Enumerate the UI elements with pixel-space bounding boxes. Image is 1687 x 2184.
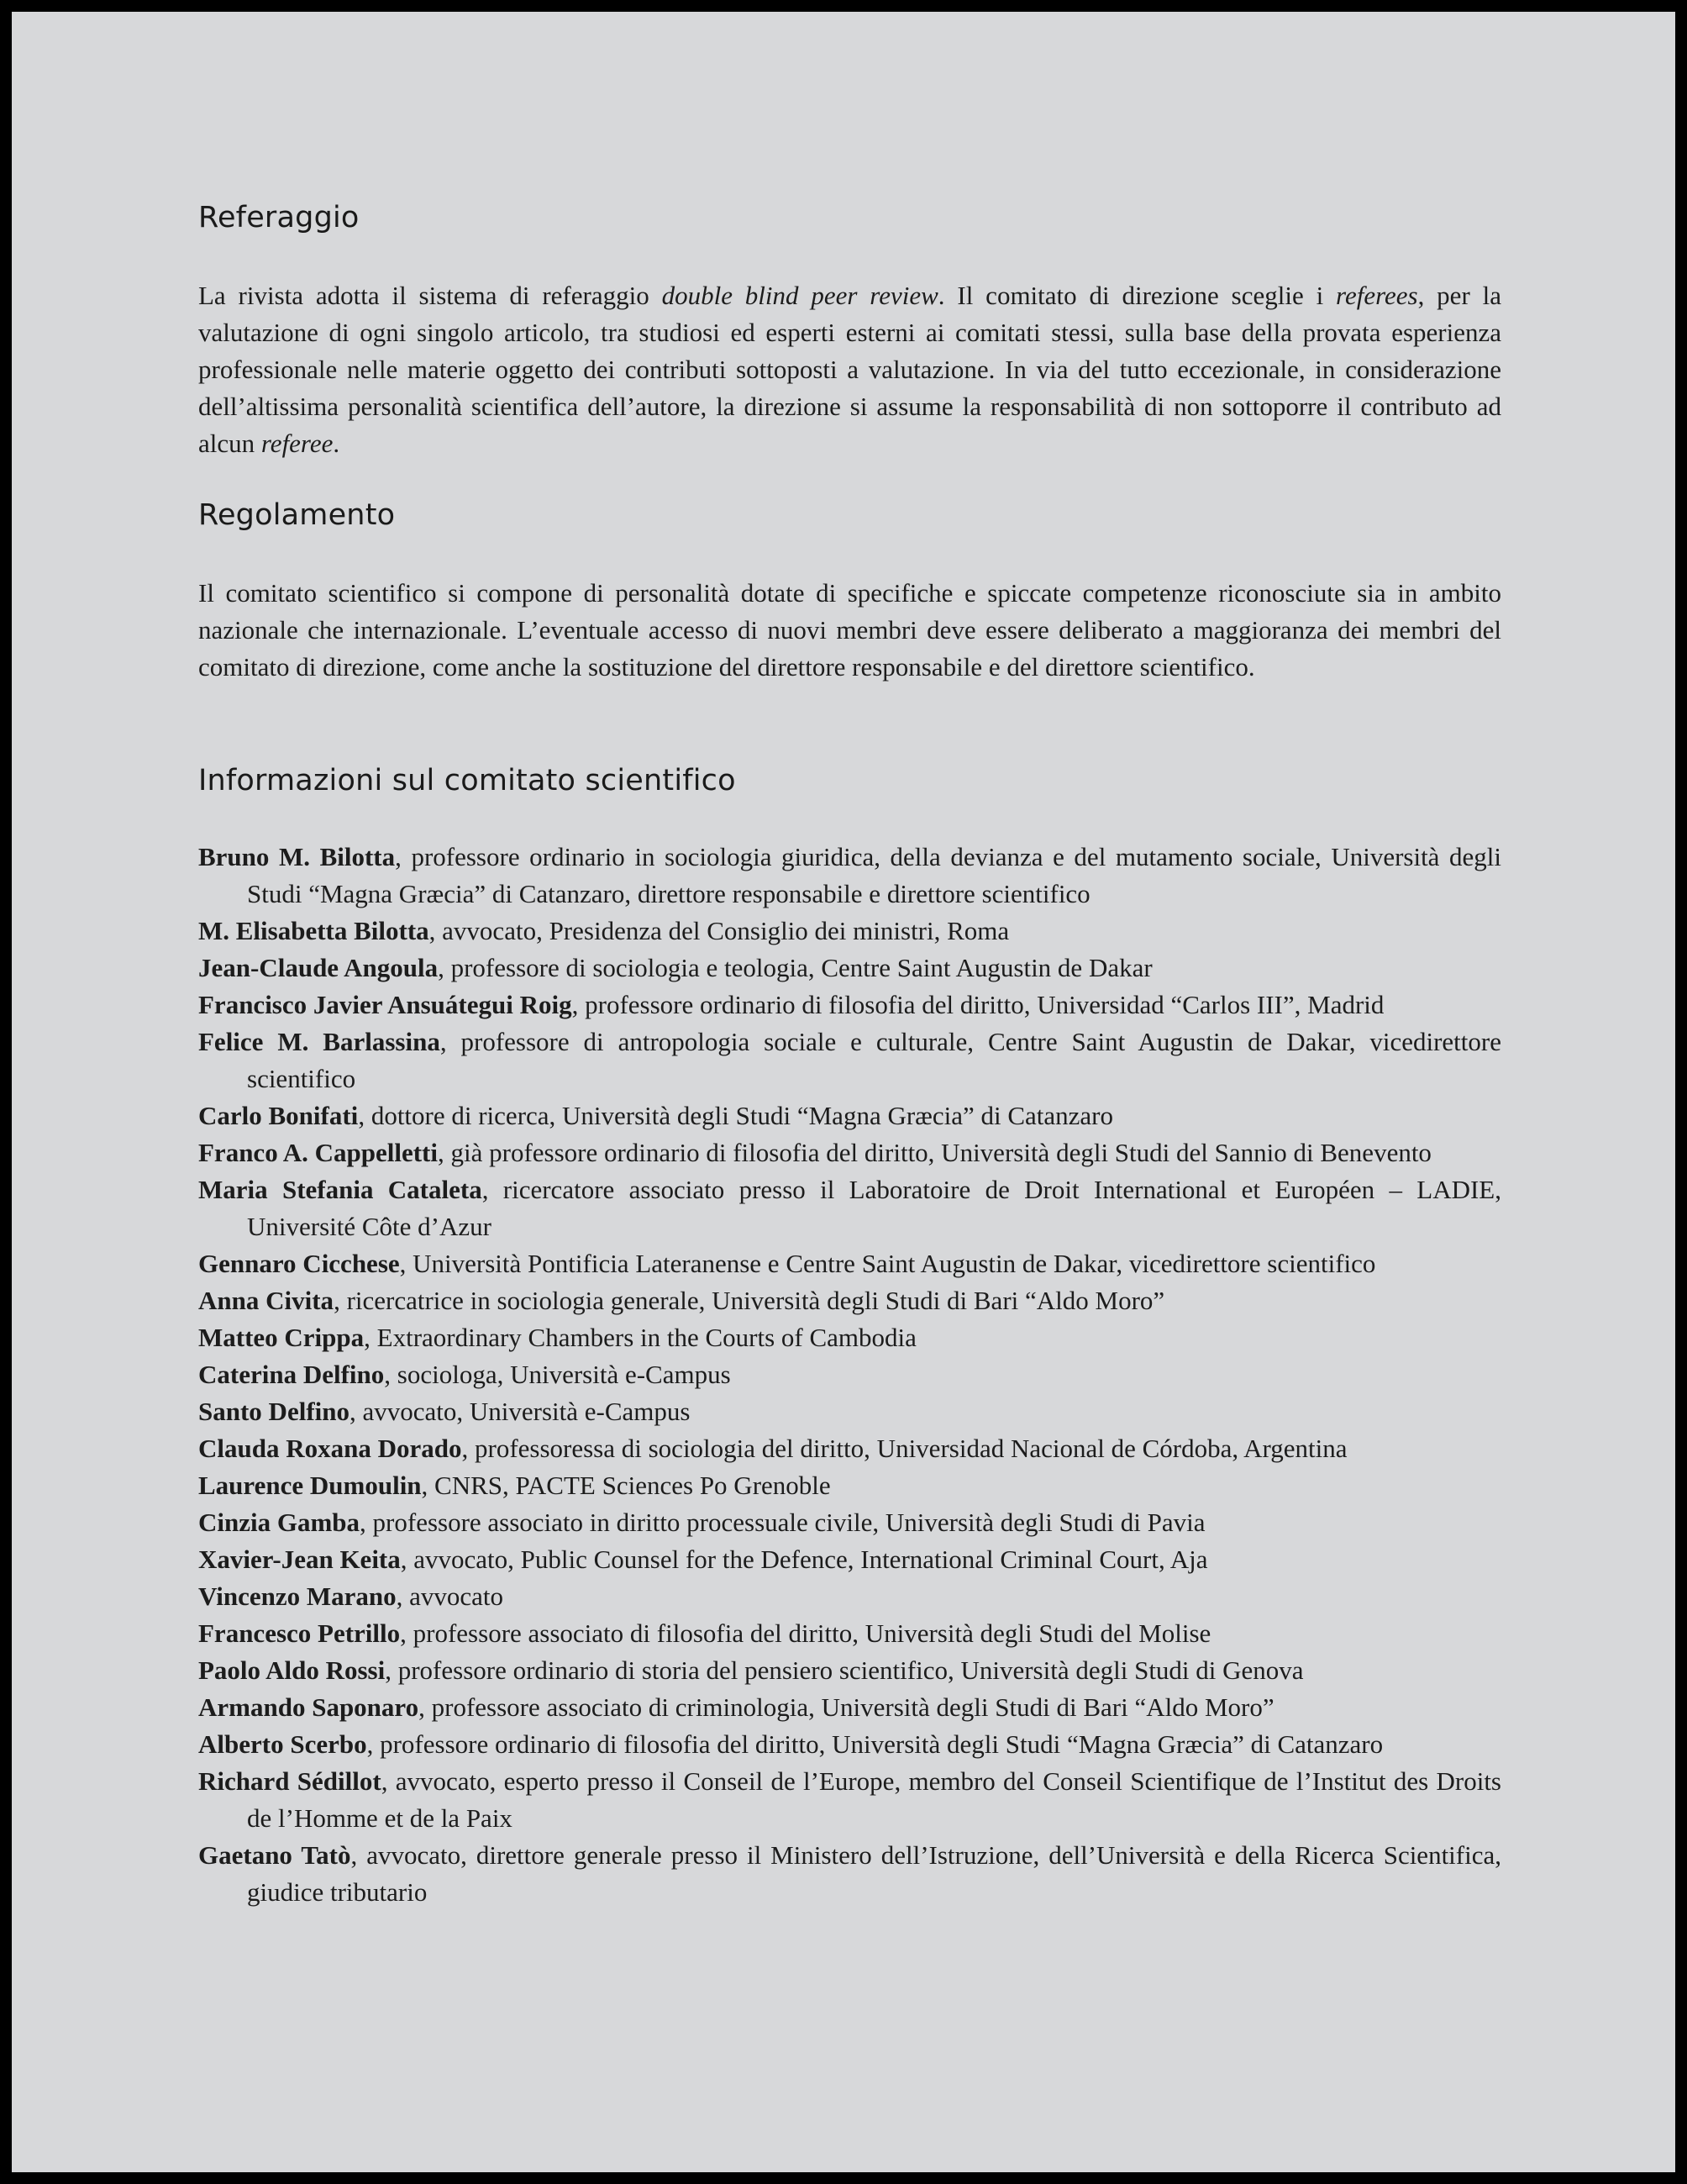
- referaggio-term-referee: referee: [260, 429, 334, 458]
- member-description: , avvocato, direttore generale presso il Ministero dell’Istruzione, dell’Università e della Ricerca Scientifica, giudice tributario: [247, 1840, 1502, 1907]
- section-regolamento: [198, 496, 1501, 686]
- member-name: Clauda Roxana Dorado: [198, 1434, 462, 1463]
- members-list: [198, 839, 1501, 1911]
- member-entry: [198, 1467, 1501, 1504]
- referaggio-text-2: . Il comitato di direzione sceglie i: [938, 281, 1337, 310]
- member-entry: [198, 1171, 1501, 1245]
- member-entry: [198, 1504, 1501, 1541]
- member-description: , professore ordinario in sociologia giuridica, della devianza e del mutamento sociale, Università degli Studi “Magna Græcia” di Catanzaro, direttore responsabile e direttore scientifico: [247, 842, 1502, 908]
- member-entry: [198, 1024, 1501, 1097]
- referaggio-text-3: , per la valutazione di ogni singolo articolo, tra studiosi ed esperti esterni ai comitati stessi, sulla base della provata esperienza professionale nelle materie oggetto dei contributi sottoposti a valutazione. In via del tutto eccezionale, in considerazione dell’altissima personalità scientifica dell’autore, la direzione si assume la responsabilità di non sottoporre il contributo ad alcun: [198, 281, 1501, 458]
- member-description: , professore associato di criminologia, Università degli Studi di Bari “Aldo Moro”: [418, 1692, 1274, 1722]
- section-comitato-scientifico: [198, 761, 1501, 1911]
- member-entry: [198, 913, 1501, 950]
- member-entry: [198, 1097, 1501, 1134]
- member-name: Armando Saponaro: [198, 1692, 419, 1722]
- regolamento-paragraph: Il comitato scientifico si compone di personalità dotate di specifiche e spiccate competenze riconosciute sia in ambito nazionale che internazionale. L’eventuale accesso di nuovi membri deve essere deliberato a maggioranza dei membri del comitato di direzione, come anche la sostituzione del direttore responsabile e del direttore scientifico.: [198, 578, 1501, 682]
- member-description: , professore associato di filosofia del diritto, Università degli Studi del Molise: [400, 1618, 1211, 1648]
- member-description: , CNRS, PACTE Sciences Po Grenoble: [421, 1471, 831, 1500]
- member-entry: [198, 839, 1501, 913]
- member-entry: [198, 1763, 1501, 1837]
- member-name: Bruno M. Bilotta: [198, 842, 396, 871]
- section-title-regolamento: Regolamento: [198, 498, 396, 532]
- member-description: , sociologa, Università e-Campus: [384, 1360, 731, 1389]
- member-entry: [198, 1356, 1501, 1393]
- member-name: Francesco Petrillo: [198, 1618, 401, 1648]
- section-title-comitato: Informazioni sul comitato scientifico: [198, 764, 736, 797]
- member-name: Richard Sédillot: [198, 1766, 381, 1796]
- member-entry: [198, 1282, 1501, 1319]
- member-description: , professoressa di sociologia del diritto, Universidad Nacional de Córdoba, Argentina: [461, 1434, 1348, 1463]
- member-name: Felice M. Barlassina: [198, 1027, 440, 1056]
- member-name: Gennaro Cicchese: [198, 1249, 400, 1278]
- member-description: , professore ordinario di filosofia del diritto, Universidad “Carlos III”, Madrid: [571, 990, 1385, 1019]
- member-description: , avvocato, Università e-Campus: [349, 1397, 691, 1426]
- member-name: Matteo Crippa: [198, 1323, 365, 1352]
- member-name: Franco A. Cappelletti: [198, 1138, 438, 1167]
- member-name: Caterina Delfino: [198, 1360, 385, 1389]
- member-description: , professore associato in diritto processuale civile, Università degli Studi di Pavia: [360, 1508, 1206, 1537]
- member-entry: [198, 1319, 1501, 1356]
- referaggio-paragraph: [198, 277, 1501, 462]
- member-description: , professore di antropologia sociale e culturale, Centre Saint Augustin de Dakar, vicedirettore scientifico: [247, 1027, 1501, 1093]
- member-name: Carlo Bonifati: [198, 1101, 359, 1130]
- member-entry: [198, 1615, 1501, 1652]
- member-name: Maria Stefania Cataleta: [198, 1175, 482, 1204]
- member-name: Laurence Dumoulin: [198, 1471, 422, 1500]
- member-name: Paolo Aldo Rossi: [198, 1655, 386, 1685]
- member-entry: [198, 1837, 1501, 1911]
- member-description: , Università Pontificia Lateranense e Centre Saint Augustin de Dakar, vicedirettore scientifico: [399, 1249, 1376, 1278]
- member-name: Santo Delfino: [198, 1397, 349, 1426]
- member-name: Francisco Javier Ansuátegui Roig: [198, 990, 572, 1019]
- member-description: , avvocato, Presidenza del Consiglio dei ministri, Roma: [428, 916, 1010, 945]
- member-entry: [198, 1245, 1501, 1282]
- member-entry: [198, 1393, 1501, 1430]
- document-page: [12, 12, 1675, 2172]
- member-name: Cinzia Gamba: [198, 1508, 360, 1537]
- member-entry: [198, 1134, 1501, 1171]
- member-description: , professore ordinario di storia del pensiero scientifico, Università degli Studi di Genova: [385, 1655, 1304, 1685]
- member-entry: [198, 1652, 1501, 1689]
- member-description: , Extraordinary Chambers in the Courts of Cambodia: [364, 1323, 917, 1352]
- member-name: Vincenzo Marano: [198, 1581, 397, 1611]
- member-description: , avvocato, Public Counsel for the Defence, International Criminal Court, Aja: [400, 1545, 1208, 1574]
- member-description: , ricercatore associato presso il Laboratoire de Droit International et Européen – LADIE, Université Côte d’Azur: [247, 1175, 1501, 1241]
- section-title-referaggio: Referaggio: [198, 201, 360, 234]
- member-description: , professore di sociologia e teologia, Centre Saint Augustin de Dakar: [438, 953, 1153, 982]
- section-referaggio: [198, 198, 1501, 462]
- member-entry: [198, 1541, 1501, 1578]
- member-entry: [198, 1726, 1501, 1763]
- member-name: Jean-Claude Angoula: [198, 953, 439, 982]
- member-name: Xavier-Jean Keita: [198, 1545, 401, 1574]
- referaggio-text-4: .: [333, 429, 340, 458]
- member-name: Alberto Scerbo: [198, 1729, 367, 1759]
- member-entry: [198, 1689, 1501, 1726]
- member-name: Gaetano Tatò: [198, 1840, 351, 1870]
- referaggio-term-double-blind: double blind peer review: [661, 281, 938, 310]
- page-content: [198, 198, 1501, 1911]
- member-description: , dottore di ricerca, Università degli Studi “Magna Græcia” di Catanzaro: [358, 1101, 1113, 1130]
- member-description: , avvocato: [396, 1581, 504, 1611]
- member-name: M. Elisabetta Bilotta: [198, 916, 429, 945]
- member-entry: [198, 987, 1501, 1024]
- member-entry: [198, 1578, 1501, 1615]
- member-description: , professore ordinario di filosofia del diritto, Università degli Studi “Magna Græcia” di Catanzaro: [366, 1729, 1384, 1759]
- member-entry: [198, 1430, 1501, 1467]
- member-entry: [198, 950, 1501, 987]
- referaggio-term-referees: referees: [1336, 281, 1418, 310]
- referaggio-text-1: La rivista adotta il sistema di referaggio: [198, 281, 662, 310]
- member-description: , avvocato, esperto presso il Conseil de l’Europe, membro del Conseil Scientifique de l’Institut des Droits de l’Homme et de la Paix: [247, 1766, 1501, 1833]
- member-description: , già professore ordinario di filosofia del diritto, Università degli Studi del Sannio di Benevento: [438, 1138, 1432, 1167]
- member-name: Anna Civita: [198, 1286, 334, 1315]
- member-description: , ricercatrice in sociologia generale, Università degli Studi di Bari “Aldo Moro”: [334, 1286, 1165, 1315]
